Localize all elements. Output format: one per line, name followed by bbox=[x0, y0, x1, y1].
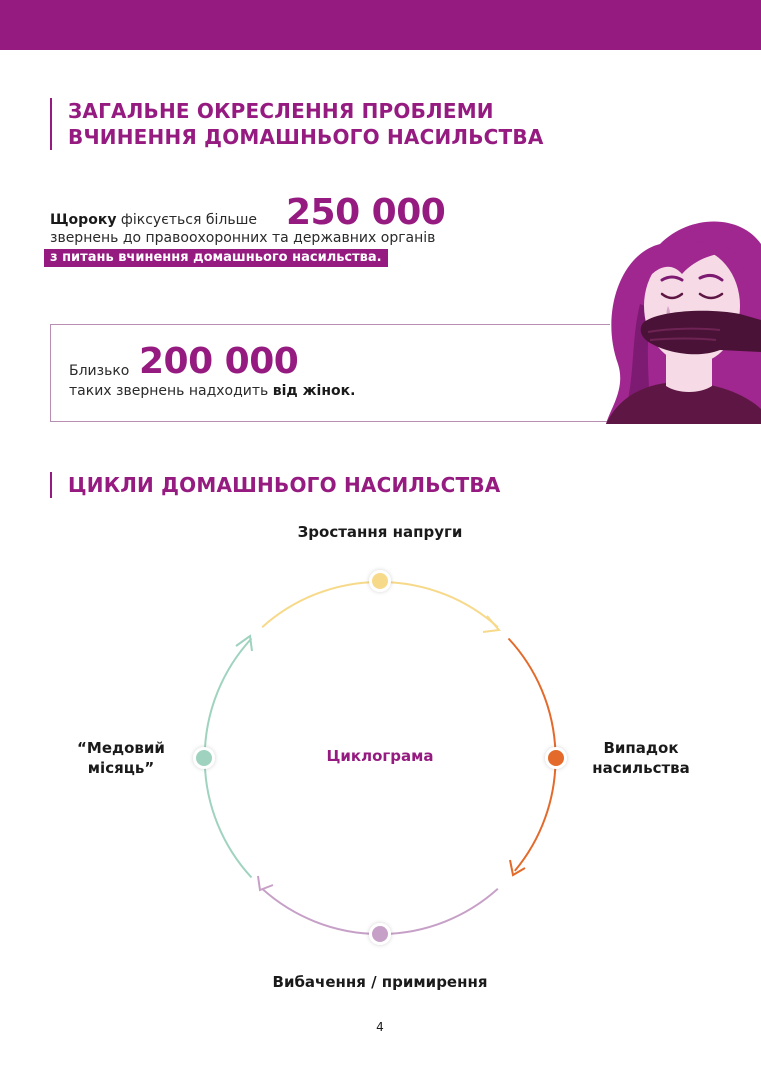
arrow-tension-icon bbox=[483, 616, 499, 632]
cycle-label-violence bbox=[576, 738, 706, 778]
stat-number-250000: 250 000 bbox=[286, 192, 446, 233]
stat-line-2: звернень до правоохоронних та державних органів bbox=[50, 230, 436, 246]
stat2-sub-bold: від жінок. bbox=[272, 383, 356, 399]
heading-line-2: ВЧИНЕННЯ ДОМАШНЬОГО НАСИЛЬСТВА bbox=[68, 125, 544, 149]
heading-line-1: ЗАГАЛЬНЕ ОКРЕСЛЕННЯ ПРОБЛЕМИ bbox=[68, 99, 494, 123]
node-tension bbox=[372, 573, 388, 589]
arrow-honeymoon-icon bbox=[236, 636, 252, 651]
page-number: 4 bbox=[376, 1020, 384, 1034]
stat2-lead: Близько bbox=[69, 363, 130, 379]
arrow-reconciliation-icon bbox=[258, 876, 273, 890]
cycle-label-tension: Зростання напруги bbox=[297, 523, 463, 541]
node-reconciliation bbox=[372, 926, 388, 942]
stat-lead-bold: Щороку bbox=[50, 212, 117, 228]
cycle-label-honeymoon bbox=[56, 738, 186, 778]
cycle-label-violence-line-2: насильства bbox=[592, 759, 690, 777]
stat-lead-rest: фіксується більше bbox=[116, 212, 258, 228]
cycle-center-label: Циклограма bbox=[326, 747, 434, 765]
heading2-line-1: ЦИКЛИ ДОМАШНЬОГО НАСИЛЬСТВА bbox=[68, 473, 501, 497]
cycle-label-violence-line-1: Випадок bbox=[603, 739, 679, 757]
stat2-sub-rest: таких звернень надходить bbox=[69, 383, 273, 399]
stat-highlight: з питань вчинення домашнього насильства. bbox=[44, 249, 388, 267]
stat-number-200000: 200 000 bbox=[139, 341, 299, 382]
cycle-label-honeymoon-line-1: “Медовий bbox=[77, 739, 165, 757]
cycle-label-reconciliation: Вибачення / примирення bbox=[272, 973, 488, 991]
node-violence bbox=[548, 750, 564, 766]
cycle-label-honeymoon-line-2: місяць” bbox=[87, 759, 155, 777]
node-honeymoon bbox=[196, 750, 212, 766]
